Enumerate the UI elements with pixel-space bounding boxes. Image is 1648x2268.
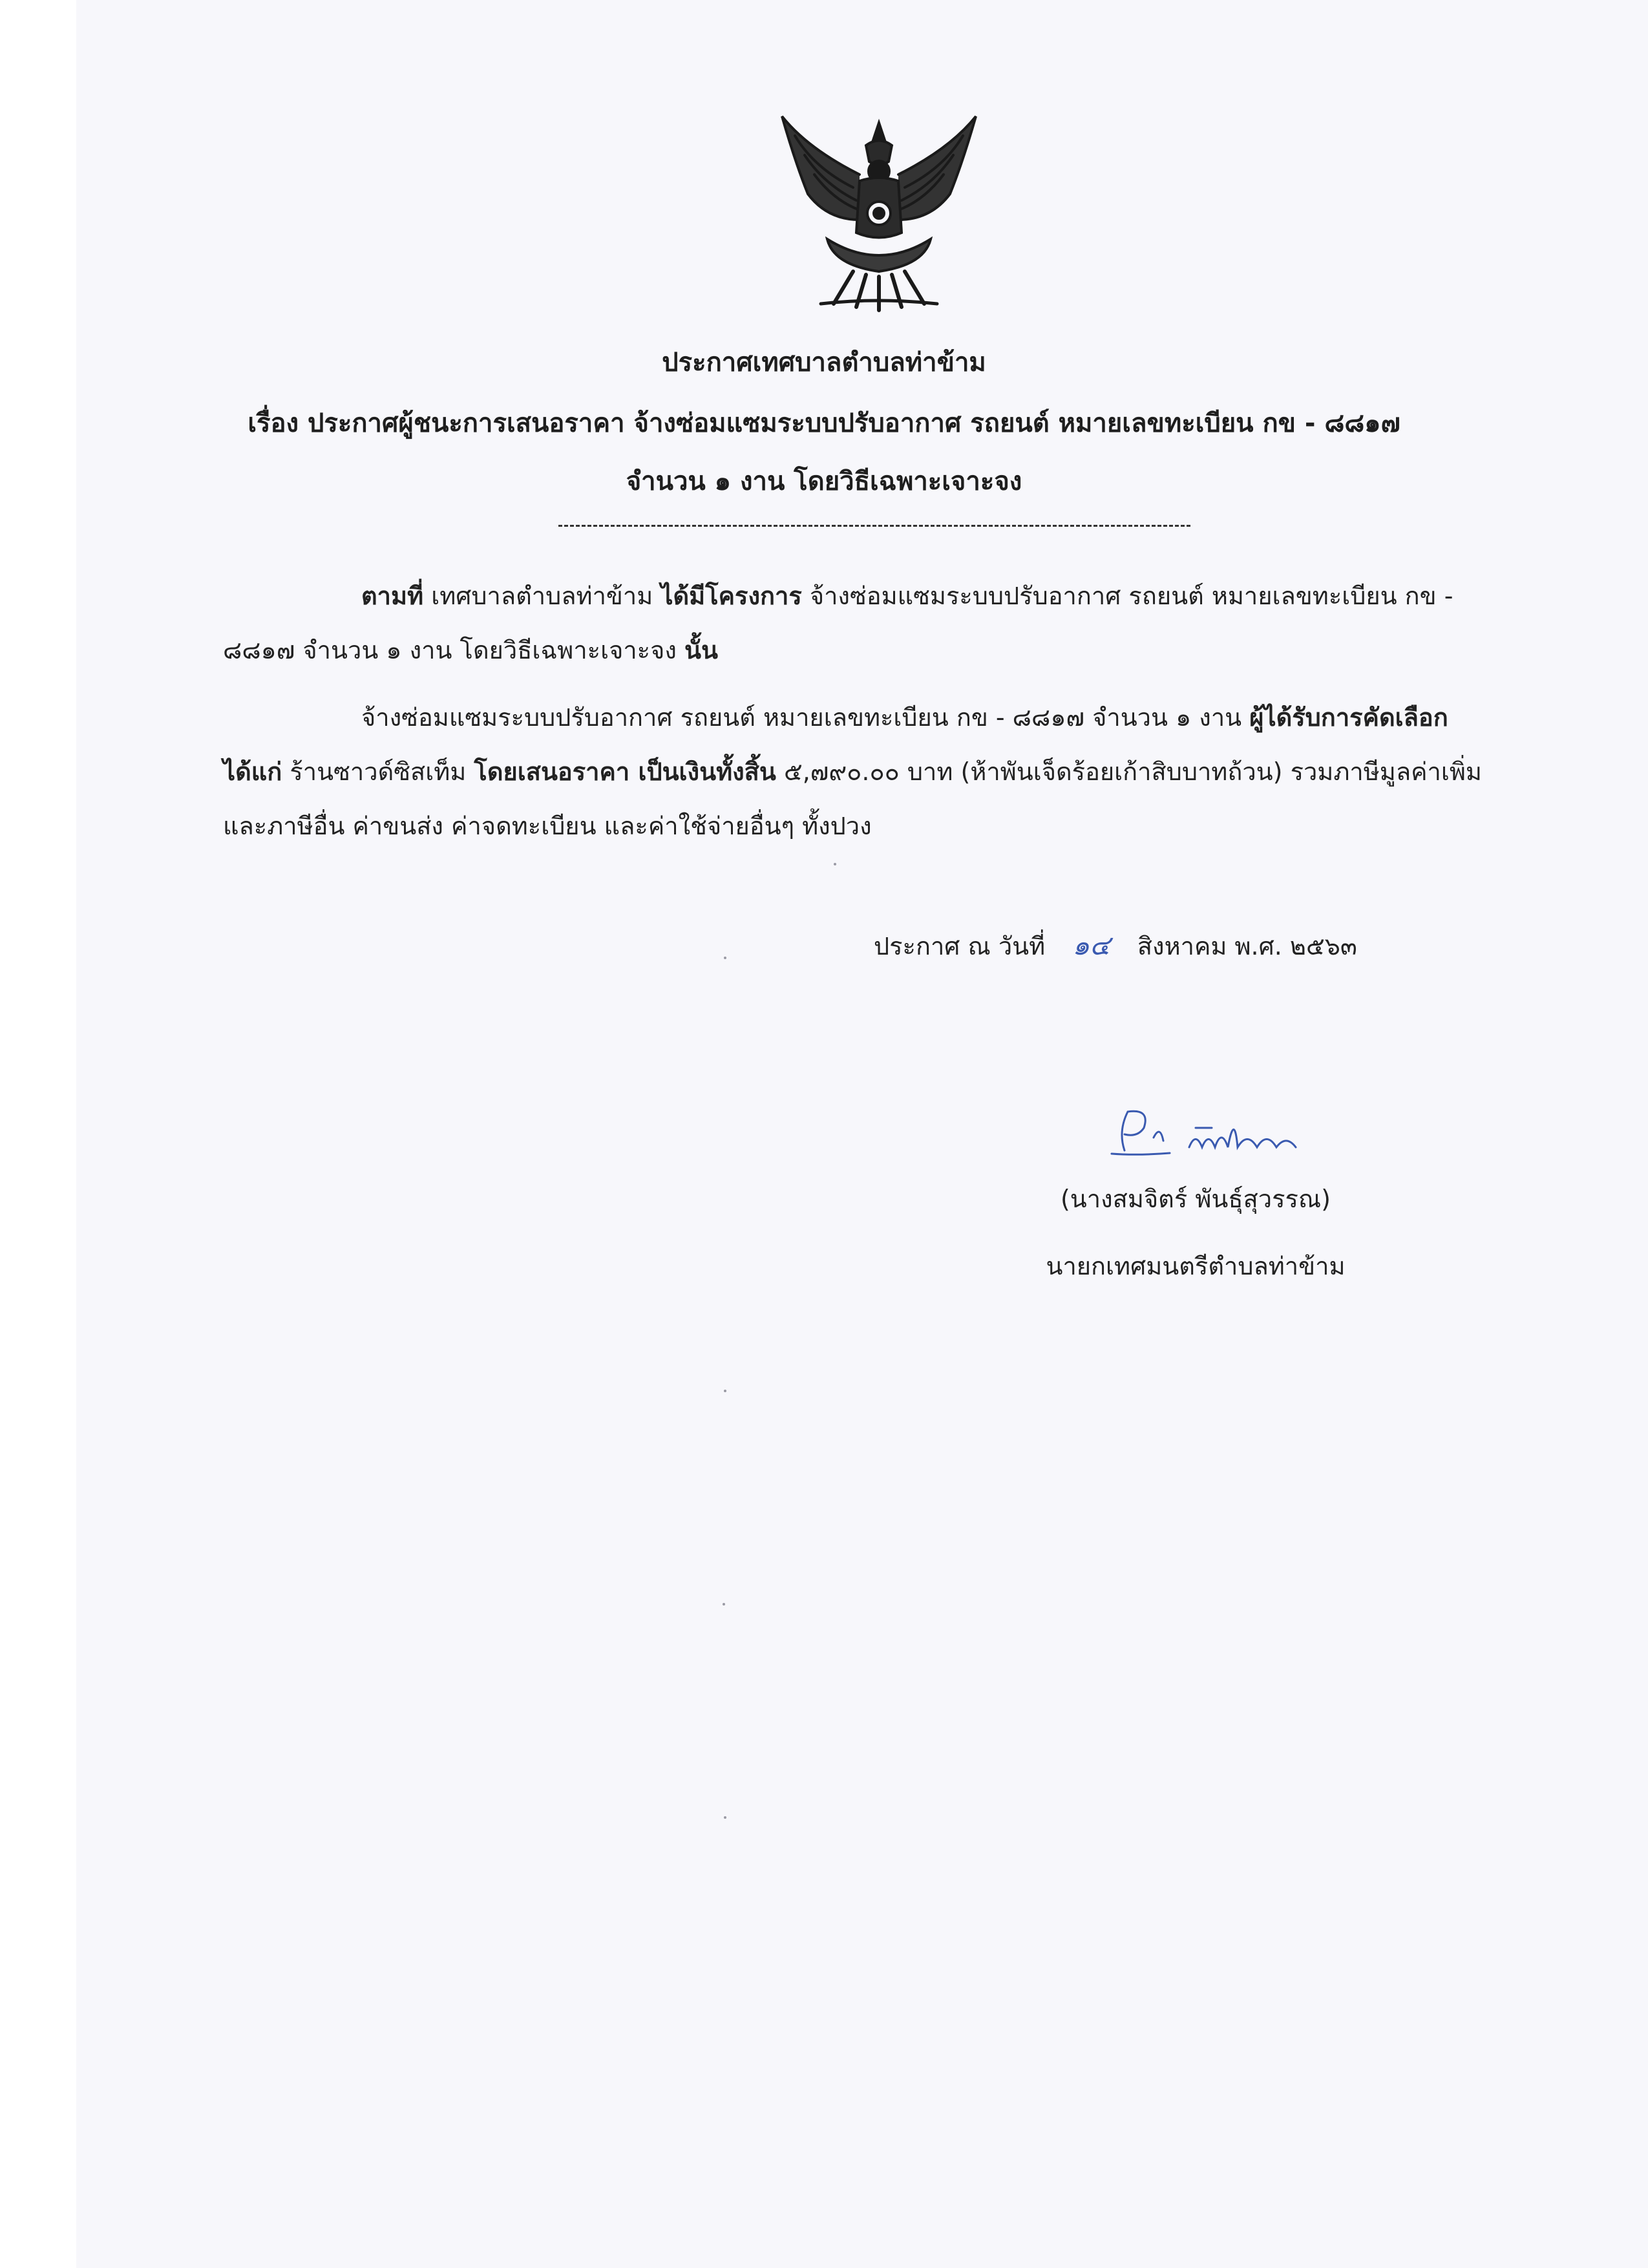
divider [558,525,1190,527]
para1-end: นั้น [684,636,718,664]
signatory-name: (นางสมจิตร์ พันธุ์สุวรรณ) [1060,1185,1331,1213]
para1-text: จ้างซ่อมแซมระบบปรับอากาศ รถยนต์ หมายเลขทะเบียน กข - ๘๘๑๗ จำนวน ๑ งาน โดยวิธีเฉพาะเจาะจง [223,582,1453,664]
para2-price-label: โดยเสนอราคา เป็นเงินทั้งสิ้น [474,758,776,786]
para2-winner-label: ผู้ได้รับการคัดเลือก ได้แก่ [223,703,1448,786]
date-month-year: สิงหาคม พ.ศ. ๒๕๖๓ [1137,932,1357,960]
scan-margin [0,0,76,2268]
para2-text: จ้างซ่อมแซมระบบปรับอากาศ รถยนต์ หมายเลขทะเบียน กข - ๘๘๑๗ จำนวน ๑ งาน [361,703,1250,732]
para2-tail: รวมภาษีมูลค่าเพิ่มและภาษีอื่น ค่าขนส่ง ค่าจดทะเบียน และค่าใช้จ่ายอื่นๆ ทั้งปวง [223,758,1482,840]
announcement-date [874,924,1357,967]
subject-line: เรื่อง ประกาศผู้ชนะการเสนอราคา จ้างซ่อมแซมระบบปรับอากาศ รถยนต์ หมายเลขทะเบียน กข - ๘๘๑๗ [248,408,1400,438]
para1-project: ได้มีโครงการ [660,582,802,610]
handwritten-signature-icon [1099,1099,1305,1170]
scan-speck [724,1816,726,1819]
document-page [76,0,1648,2268]
subject-line-2: จำนวน ๑ งาน โดยวิธีเฉพาะเจาะจง [626,467,1022,496]
scan-speck [724,1390,726,1392]
para1-lead: ตามที่ [361,582,424,610]
para2-price: ๕,๗๙๐.๐๐ บาท (ห้าพันเจ็ดร้อยเก้าสิบบาทถ้วน) [776,758,1291,786]
signatory-title: นายกเทศมนตรีตำบลท่าข้าม [1046,1252,1346,1280]
date-day: ๑๔ [1072,929,1110,961]
issuer-heading: ประกาศเทศบาลตำบลท่าข้าม [662,348,986,377]
body-paragraph-1 [223,569,1483,677]
scan-speck [724,957,726,959]
date-prefix: ประกาศ ณ วันที่ [874,932,1046,960]
scan-speck [834,863,836,865]
para2-winner: ร้านซาวด์ซิสเท็ม [282,758,474,786]
body-paragraph-2 [223,690,1483,853]
para1-org: เทศบาลตำบลท่าข้าม [423,582,661,610]
garuda-emblem-icon [769,110,989,317]
scan-speck [723,1603,725,1606]
